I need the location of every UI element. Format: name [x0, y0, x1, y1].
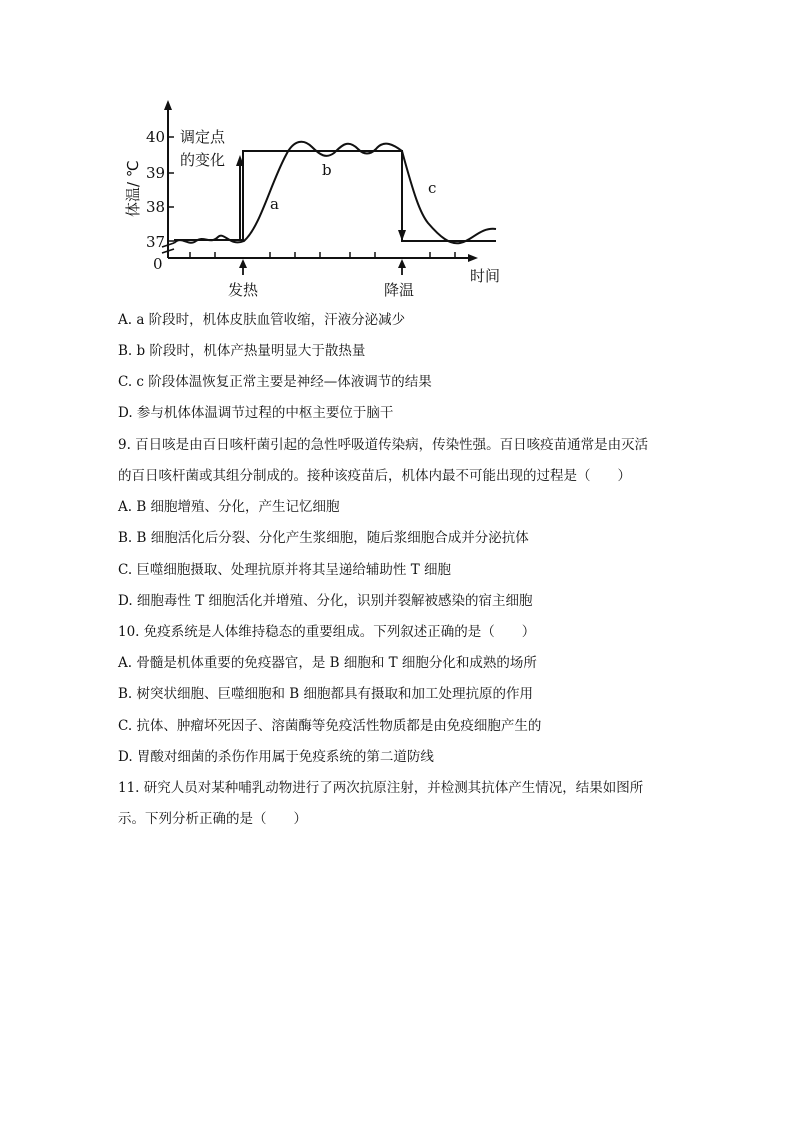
q10-option-d: D. 胃酸对细菌的杀伤作用属于免疫系统的第二道防线	[118, 749, 434, 765]
y-axis-arrow-icon	[164, 100, 172, 110]
q11-stem-line2: 示。下列分析正确的是（ ）	[118, 811, 307, 827]
q9-option-a: A. B 细胞增殖、分化，产生记忆细胞	[118, 499, 340, 515]
event-fever-label: 发热	[228, 281, 259, 299]
setpoint-annotation-line1: 调定点	[180, 128, 226, 146]
q8-option-a: A. a 阶段时，机体皮肤血管收缩，汗液分泌减少	[118, 312, 406, 328]
q10-option-b: B. 树突状细胞、巨噬细胞和 B 细胞都具有摄取和加工处理抗原的作用	[118, 686, 534, 702]
q9-option-c: C. 巨噬细胞摄取、处理抗原并将其呈递给辅助性 T 细胞	[118, 562, 452, 578]
q11-stem-line1: 11. 研究人员对某种哺乳动物进行了两次抗原注射，并检测其抗体产生情况，结果如图所	[118, 780, 644, 796]
q9-option-d: D. 细胞毒性 T 细胞活化并增殖、分化，识别并裂解被感染的宿主细胞	[118, 593, 533, 609]
fever-marker-arrow-icon	[239, 259, 247, 268]
phase-c-label: c	[428, 179, 437, 197]
q9-stem-line1: 9. 百日咳是由百日咳杆菌引起的急性呼吸道传染病，传染性强。百日咳疫苗通常是由灭活	[118, 437, 649, 453]
setpoint-annotation-line2: 的变化	[180, 151, 226, 169]
body-temperature-figure	[110, 95, 530, 305]
origin-label: 0	[153, 255, 163, 273]
cooling-marker-arrow-icon	[398, 259, 406, 268]
y-tick-label-39: 39	[146, 164, 166, 182]
phase-a-label: a	[270, 195, 279, 213]
y-tick-label-40: 40	[146, 128, 166, 146]
event-cooling-label: 降温	[384, 281, 415, 299]
arrow-down-icon	[398, 230, 406, 241]
q10-option-a: A. 骨髓是机体重要的免疫器官，是 B 细胞和 T 细胞分化和成熟的场所	[118, 655, 537, 671]
x-axis-arrow-icon	[468, 254, 478, 262]
q8-option-b: B. b 阶段时，机体产热量明显大于散热量	[118, 343, 366, 359]
q10-stem: 10. 免疫系统是人体维持稳态的重要组成。下列叙述正确的是（ ）	[118, 624, 536, 640]
y-axis-label: 体温/ ℃	[124, 160, 142, 217]
q10-option-c: C. 抗体、肿瘤坏死因子、溶菌酶等免疫活性物质都是由免疫细胞产生的	[118, 718, 542, 734]
y-tick-label-38: 38	[146, 198, 166, 216]
phase-b-label: b	[322, 161, 332, 179]
q8-option-d: D. 参与机体体温调节过程的中枢主要位于脑干	[118, 405, 394, 421]
y-tick-label-37: 37	[146, 233, 166, 251]
q9-option-b: B. B 细胞活化后分裂、分化产生浆细胞，随后浆细胞合成并分泌抗体	[118, 530, 529, 546]
q9-stem-line2: 的百日咳杆菌或其组分制成的。接种该疫苗后，机体内最不可能出现的过程是（ ）	[118, 468, 631, 484]
x-axis-label: 时间	[470, 267, 501, 285]
q8-option-c: C. c 阶段体温恢复正常主要是神经—体液调节的结果	[118, 374, 432, 390]
